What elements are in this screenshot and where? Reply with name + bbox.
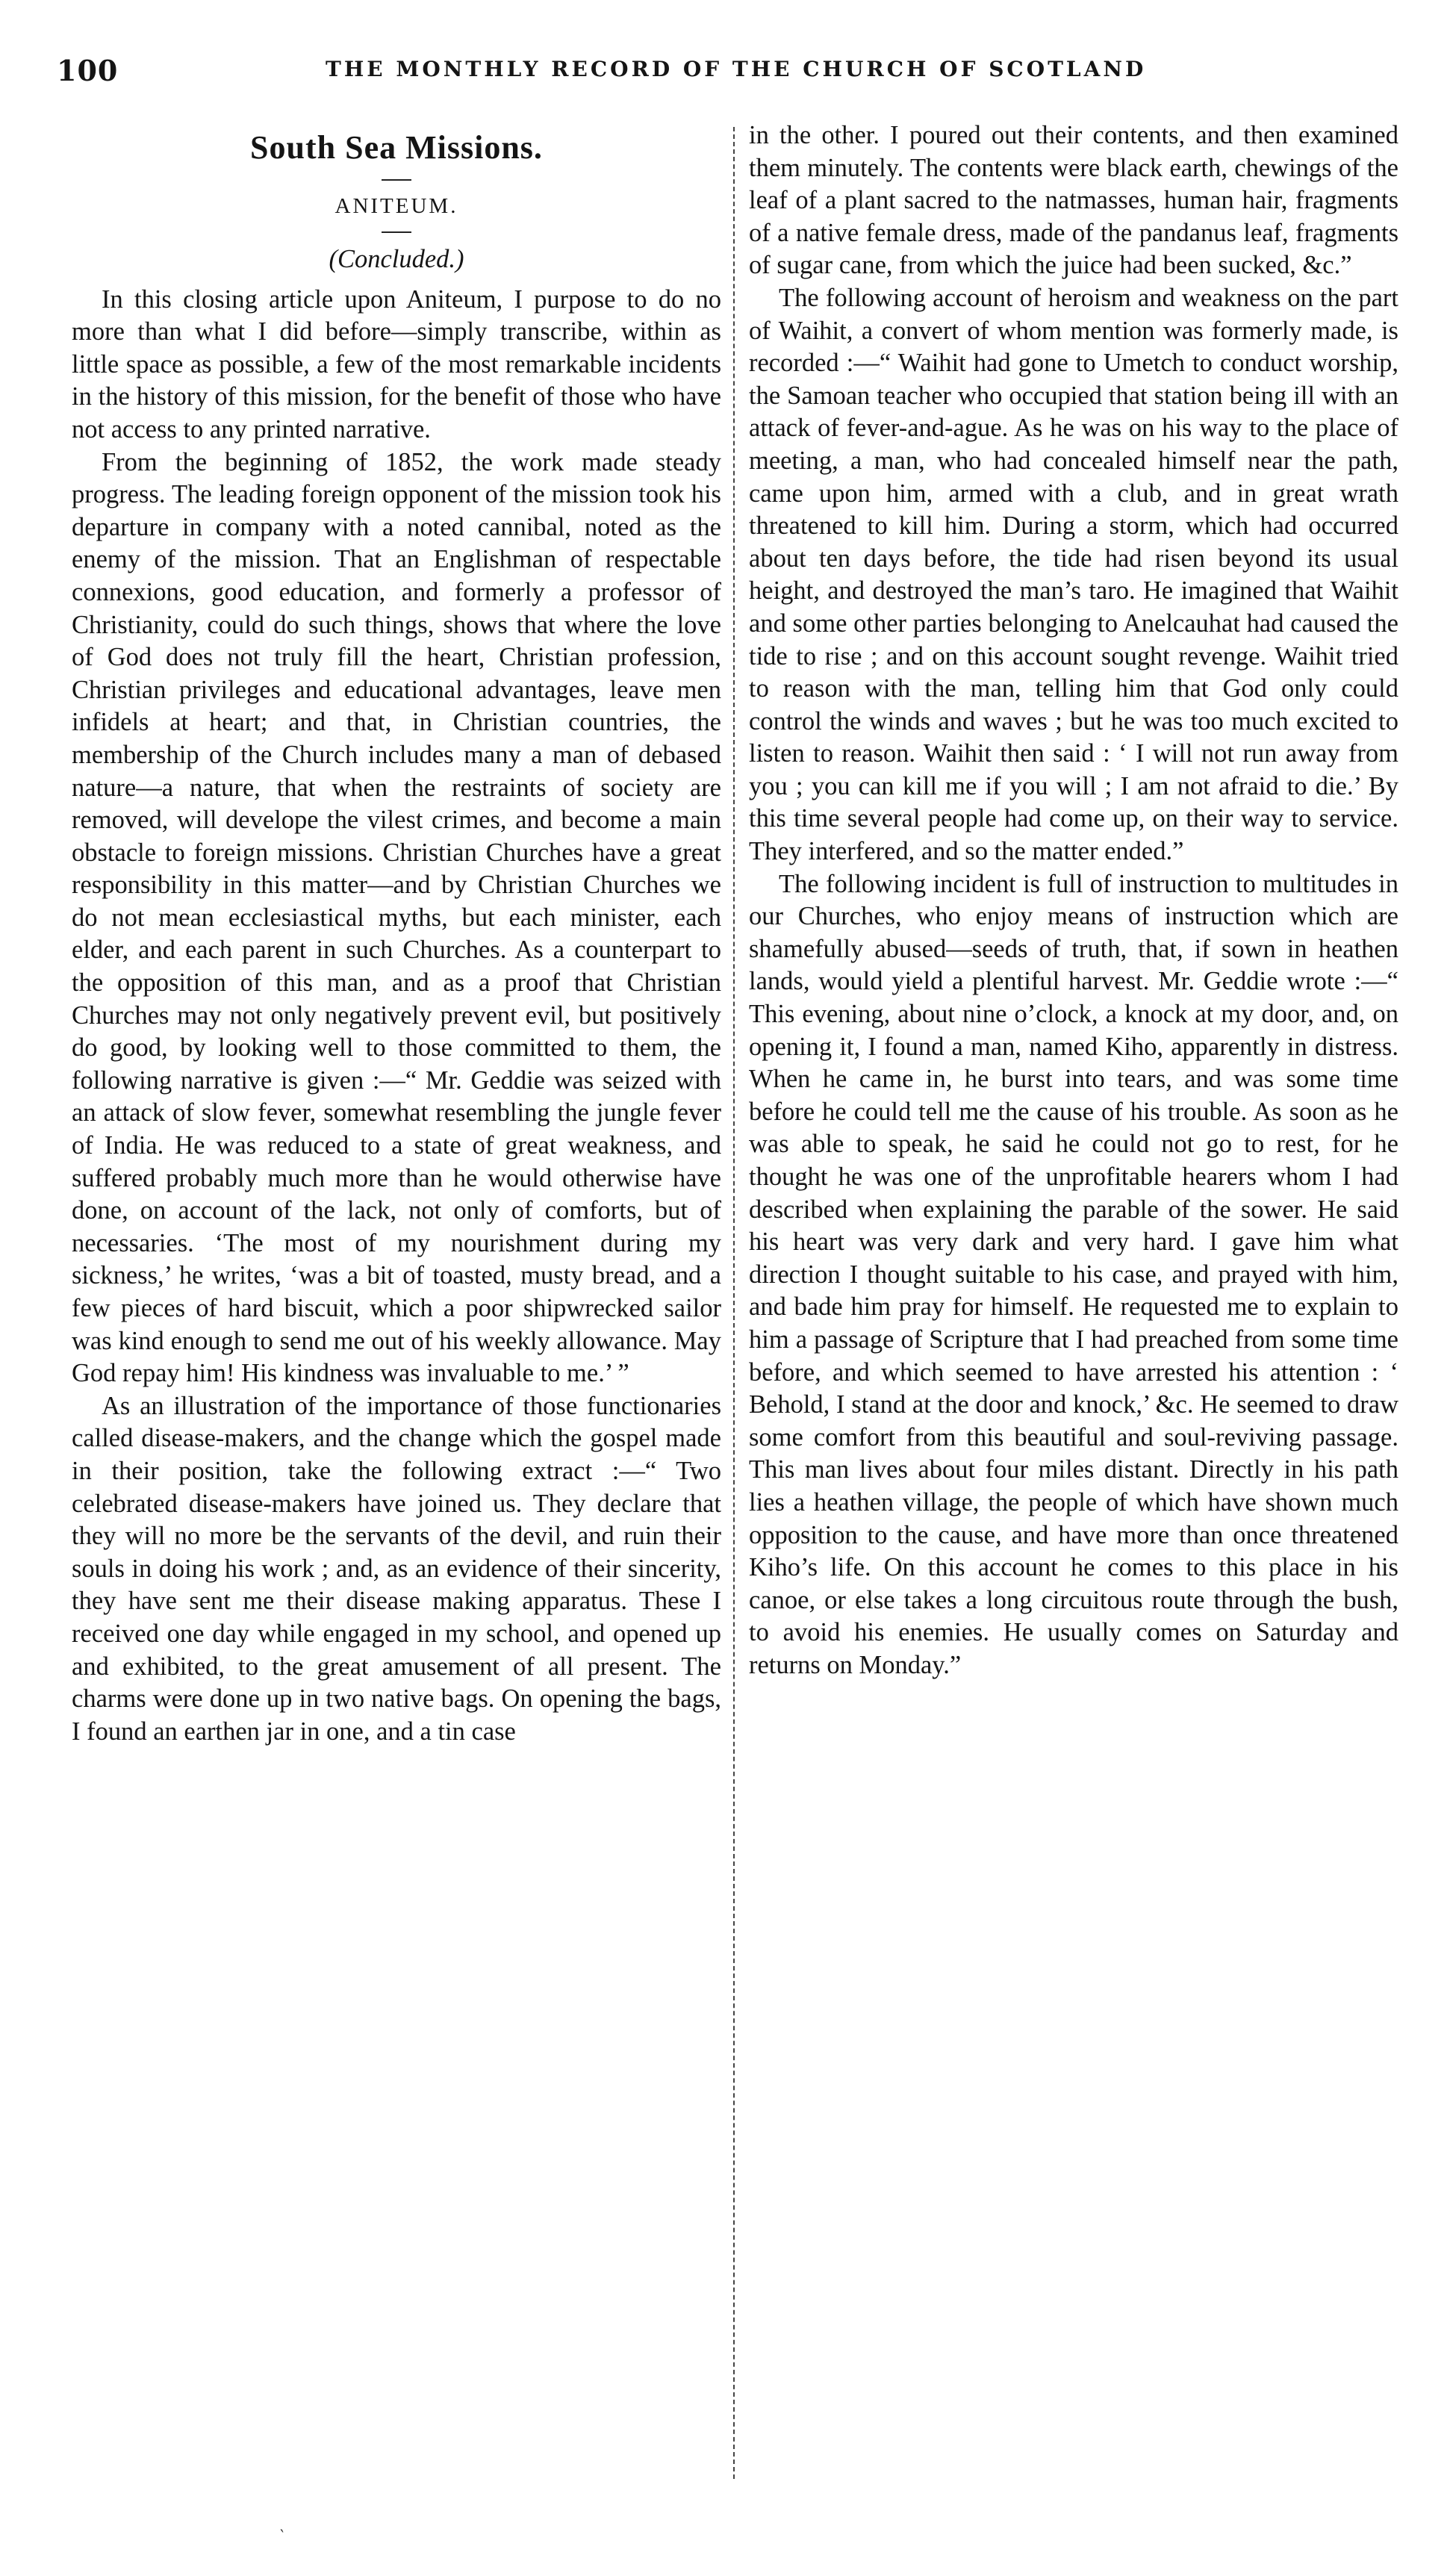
subtitle-rule bbox=[382, 231, 411, 233]
paragraph-progress: From the beginning of 1852, the work made steady progress. The leading foreign opponent of the mission took his departure in company with a noted cannibal, noted as the enemy of the mission. That an Englishman of respectable connexions, good education, and formerly a professor of Christianity, could do such things, shows that where the love of God does not truly fill the heart, Christian profession, Christian privileges and educational advantages, leave men infidels at heart; and that, in Christian countries, the membership of the Church includes many a man of debased nature—a nature, that when the restraints of society are removed, will develope the vilest crimes, and become a main obstacle to foreign missions. Christian Churches have a great responsibility in this matter—and by Christian Churches we do not mean ecclesiastical myths, but each minister, each elder, and each parent in such Churches. As a counterpart to the opposition of this man, and as a proof that Christian Churches may not only negatively prevent evil, but positively do good, by looking well to those committed to them, the following narrative is given :—“ Mr. Geddie was seized with an attack of slow fever, somewhat resembling the jungle fever of India. He was reduced to a state of great weakness, and suffered probably much more than he would otherwise have done, on account of the lack, not only of comforts, but of necessaries. ‘The most of my nourishment during my sickness,’ he writes, ‘was a bit of toasted, musty bread, and a few pieces of hard biscuit, which a poor shipwrecked sailor was kind enough to send me out of his weekly allowance. May God repay him! His kindness was invaluable to me.’ ” bbox=[72, 447, 721, 1388]
article-title: South Sea Missions. bbox=[250, 129, 543, 166]
stray-mark: ‵ bbox=[280, 2527, 284, 2546]
paragraph-contents: in the other. I poured out their contents, and then examined them minutely. The contents were black earth, chewings of the leaf of a plant sacred to the natmasses, human hair, fragments of a native female dress, made of the pandanus leaf, fragments of sugar cane, from which the juice had been sucked, &c.” bbox=[749, 121, 1398, 280]
paragraph-intro: In this closing article upon Aniteum, I purpose to do no more than what I did before—simply transcribe, within as little space as possible, a few of the most remarkable incidents in the history of this mission, for the benefit of those who have not access to any printed narrative. bbox=[72, 284, 721, 444]
article-subtitle: ANITEUM. bbox=[334, 194, 458, 218]
running-head bbox=[57, 54, 1423, 91]
paragraph-disease-makers: As an illustration of the importance of those functionaries called disease-makers, and the change which the gospel made in their position, take the following extract :—“ Two celebrated disease-makers have joined us. They declare that they will no more be the servants of the devil, and ruin their souls in doing his work ; and, as an evidence of their sincerity, they have sent me their disease making apparatus. These I received one day while engaged in my school, and opened up and exhibited, to the great amusement of all present. The charms were done up in two native bags. On opening the bags, I found an earthen jar in one, and a tin case bbox=[72, 1391, 721, 1746]
page-number: 100 bbox=[57, 54, 119, 87]
journal-title: THE MONTHLY RECORD OF THE CHURCH OF SCOTLAND bbox=[326, 57, 1147, 81]
column-divider bbox=[733, 127, 735, 2479]
paragraph-waihit: The following account of heroism and weakness on the part of Waihit, a convert of whom mention was formerly made, is recorded :—“ Waihit had gone to Umetch to conduct worship, the Samoan teacher who occupied that station being ill with an attack of fever-and-ague. As he was on his way to the place of meeting, a man, who had concealed himself near the path, came upon him, armed with a club, and in great wrath threatened to kill him. During a storm, which had occurred about ten days before, the tide had risen beyond its usual height, and destroyed the man’s taro. He imagined that Waihit and some other parties belonging to Anelcauhat had caused the tide to rise ; and on this account sought revenge. Waihit tried to reason with the man, telling him that God only could control the winds and waves ; but he was too much excited to listen to reason. Waihit then said : ‘ I will not run away from you ; you can kill me if you will ; I am not afraid to die.’ By this time several people had come up, on their way to service. They interfered, and so the matter ended.” bbox=[749, 283, 1398, 866]
left-column bbox=[72, 119, 721, 1748]
paragraph-kiho: The following incident is full of instruction to multitudes in our Churches, who enjoy means of instruction which are shamefully abused—seeds of truth, that, if sown in heathen lands, would yield a plentiful harvest. Mr. Geddie wrote :—“ This evening, about nine o’clock, a knock at my door, and, on opening it, I found a man, named Kiho, apparently in distress. When he came in, he burst into tears, and was some time before he could tell me the cause of his trouble. As soon as he was able to speak, he said he could not go to rest, for he thought he was one of the unprofitable hearers whom I had described when explaining the parable of the sower. He said his heart was very dark and very hard. I gave him what direction I thought suitable to his case, and prayed with him, and bade him pray for himself. He requested me to explain to him a passage of Scripture that I had preached from some time before, and which seemed to have arrested his attention : ‘ Behold, I stand at the door and knock,’ &c. He seemed to draw some comfort from this beautiful and soul-reviving passage. This man lives about four miles distant. Directly in his path lies a heathen village, the people of which have shown much opposition to the cause, and have more than once threatened Kiho’s life. On this account he comes to this place in his canoe, or else takes a long circuitous route through the bush, to avoid his enemies. He usually comes on Saturday and returns on Monday.” bbox=[749, 869, 1398, 1679]
concluded-note: (Concluded.) bbox=[329, 245, 464, 273]
title-rule bbox=[382, 179, 411, 181]
right-column bbox=[749, 119, 1398, 1682]
